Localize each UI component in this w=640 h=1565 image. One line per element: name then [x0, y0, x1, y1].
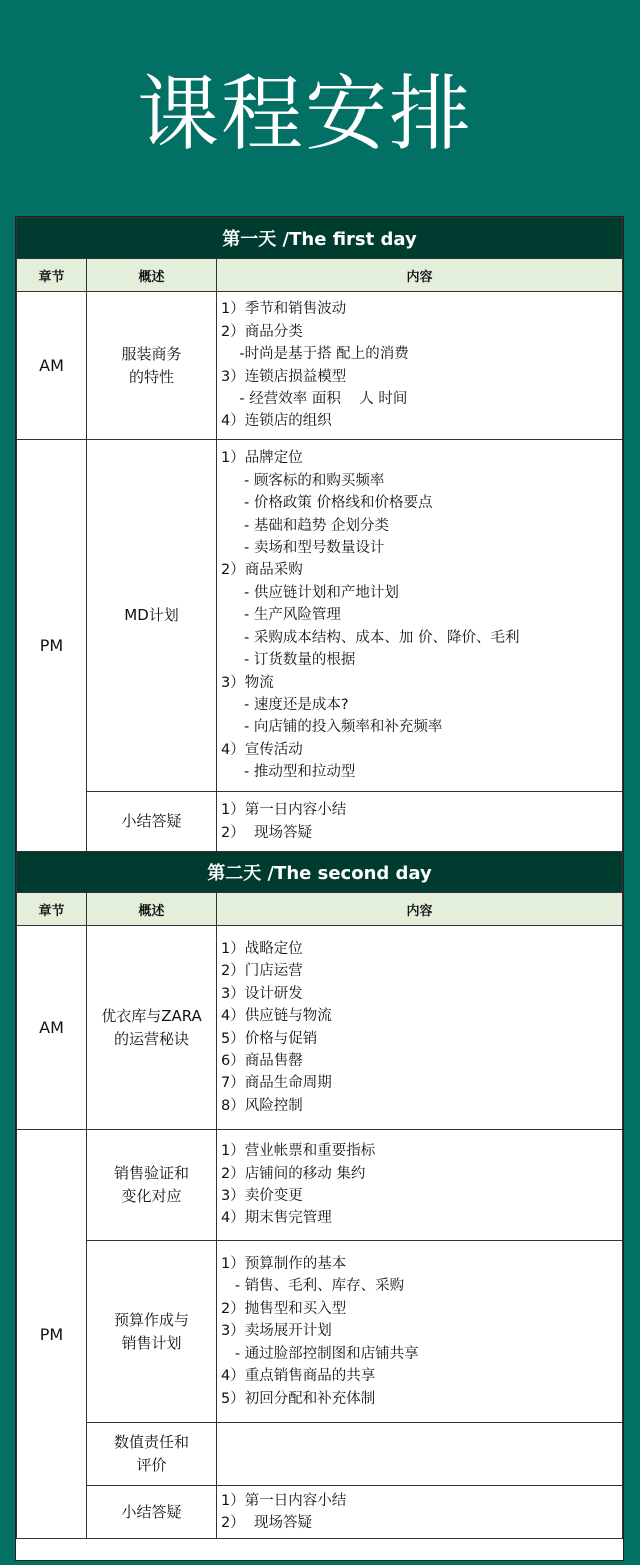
- content-line: 1）营业帐票和重要指标: [221, 1143, 376, 1160]
- content-cell: [217, 1241, 623, 1423]
- day-title-row: [17, 852, 623, 893]
- content-line: 1）品牌定位: [221, 450, 303, 467]
- content-line: 3）物流: [221, 674, 274, 691]
- content-line: - 速度还是成本?: [221, 696, 349, 713]
- content-cell: [217, 926, 623, 1130]
- content-line: 1）季节和销售波动: [221, 301, 347, 318]
- overview-cell: [87, 440, 217, 792]
- content-line: 2）商品采购: [221, 562, 303, 579]
- overview-line: 销售验证和: [113, 1164, 189, 1182]
- overview-line: 变化对应: [121, 1187, 182, 1205]
- content-line: - 向店铺的投入频率和补充频率: [221, 719, 443, 736]
- column-header-row: [17, 259, 623, 292]
- content-line: 2） 现场答疑: [221, 1515, 312, 1531]
- overview-line: 销售计划: [121, 1333, 182, 1352]
- content-line: - 生产风险管理: [221, 607, 341, 624]
- overview-line: 的运营秘诀: [113, 1029, 189, 1048]
- content-line: 6）商品售罄: [221, 1052, 303, 1069]
- overview-cell: [87, 792, 217, 852]
- content-cell: [217, 792, 623, 852]
- content-line: -时尚是基于搭 配上的消费: [221, 346, 409, 363]
- content-line: 4）连锁店的组织: [221, 413, 332, 430]
- table-row: [17, 440, 623, 792]
- content-line: 3）卖场展开计划: [221, 1323, 332, 1340]
- page-title: 课程安排: [136, 67, 473, 162]
- overview-line: MD计划: [124, 606, 179, 624]
- content-line: 2）抛售型和买入型: [221, 1300, 347, 1317]
- header-overview: 概述: [87, 259, 217, 292]
- overview-line: 小结答疑: [121, 812, 182, 830]
- column-header-row: [17, 893, 623, 926]
- content-cell: [217, 292, 623, 440]
- table-row: [17, 1241, 623, 1423]
- content-cell: [217, 440, 623, 792]
- table-row: [17, 1423, 623, 1486]
- content-line: - 订货数量的根据: [221, 652, 356, 669]
- overview-cell: [87, 292, 217, 440]
- content-cell: [217, 1423, 623, 1486]
- header-chapter: 章节: [17, 893, 87, 926]
- content-cell: [217, 1486, 623, 1539]
- content-line: 3）连锁店损益模型: [221, 368, 347, 385]
- content-line: 1）战略定位: [221, 940, 303, 957]
- overview-line: 预算作成与: [113, 1310, 189, 1329]
- content-line: 7）商品生命周期: [221, 1075, 332, 1092]
- overview-line: 服装商务: [121, 344, 182, 363]
- overview-line: 优衣库与ZARA: [101, 1006, 202, 1025]
- section-label: PM: [17, 440, 87, 852]
- day-title-row: [17, 218, 623, 259]
- content-cell: [217, 1130, 623, 1241]
- table-row: [17, 292, 623, 440]
- content-line: 4）宣传活动: [221, 741, 303, 758]
- content-line: 4）重点销售商品的共享: [221, 1368, 376, 1385]
- content-line: 4）供应链与物流: [221, 1008, 332, 1025]
- content-line: 2） 现场答疑: [221, 824, 312, 841]
- content-line: 3）卖价变更: [221, 1188, 303, 1204]
- table-row: [17, 1130, 623, 1241]
- content-line: - 经营效率 面积 人 时间: [221, 390, 408, 407]
- content-line: - 销售、毛利、库存、采购: [221, 1278, 405, 1295]
- header-content: 内容: [217, 893, 623, 926]
- overview-cell: [87, 1486, 217, 1539]
- overview-cell: [87, 1130, 217, 1241]
- day-title: 第一天 /The first day: [17, 218, 623, 259]
- day-title: 第二天 /The second day: [17, 852, 623, 893]
- overview-cell: [87, 926, 217, 1130]
- overview-cell: [87, 1241, 217, 1423]
- content-line: - 基础和趋势 企划分类: [221, 517, 389, 534]
- section-label: AM: [17, 292, 87, 440]
- content-line: - 推动型和拉动型: [221, 764, 356, 781]
- section-label: AM: [17, 926, 87, 1130]
- content-line: - 价格政策 价格线和价格要点: [221, 495, 433, 512]
- content-line: 8）风险控制: [221, 1097, 303, 1114]
- overview-cell: [87, 1423, 217, 1486]
- header-content: 内容: [217, 259, 623, 292]
- overview-line: 小结答疑: [121, 1502, 182, 1521]
- content-line: 4）期末售完管理: [221, 1210, 332, 1227]
- schedule-table: [16, 217, 623, 1539]
- content-line: - 采购成本结构、成本、加 价、降价、毛利: [221, 629, 520, 646]
- content-line: 5）初回分配和补充体制: [221, 1390, 376, 1407]
- content-line: 2）门店运营: [221, 963, 303, 980]
- table-row: [17, 1486, 623, 1539]
- content-line: - 顾客标的和购买频率: [221, 472, 385, 489]
- content-line: 2）店铺间的移动 集约: [221, 1165, 366, 1182]
- content-line: 3）设计研发: [221, 985, 303, 1002]
- content-line: - 通过脸部控制图和店铺共享: [221, 1345, 419, 1362]
- content-line: 2）商品分类: [221, 323, 303, 340]
- schedule-sheet: [15, 216, 624, 1561]
- overview-line: 评价: [136, 1456, 167, 1474]
- content-line: - 卖场和型号数量设计: [221, 540, 385, 557]
- section-label: PM: [17, 1130, 87, 1539]
- header-chapter: 章节: [17, 259, 87, 292]
- content-line: 1）第一日内容小结: [221, 802, 347, 819]
- content-line: 1）第一日内容小结: [221, 1492, 347, 1509]
- content-line: 5）价格与促销: [221, 1030, 318, 1047]
- content-line: - 供应链计划和产地计划: [221, 584, 399, 601]
- overview-line: 的特性: [128, 367, 174, 386]
- overview-line: 数值责任和: [113, 1433, 189, 1451]
- header-overview: 概述: [87, 893, 217, 926]
- content-line: 1）预算制作的基本: [221, 1256, 347, 1273]
- table-row: [17, 926, 623, 1130]
- table-row: [17, 792, 623, 852]
